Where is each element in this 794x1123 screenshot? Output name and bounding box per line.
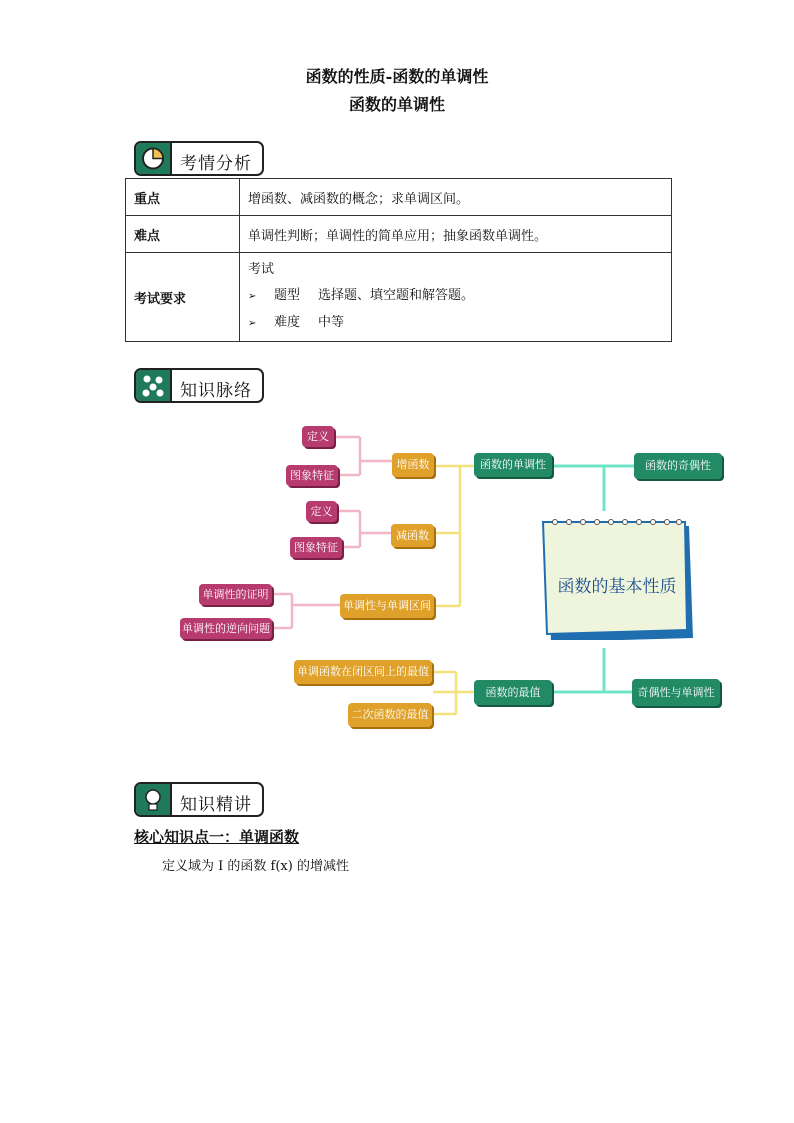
section-title: 考情分析 xyxy=(180,154,252,174)
exam-label: 考试 xyxy=(248,262,275,277)
node-graph-1: 图象特征 xyxy=(286,465,338,486)
node-inverse: 单调性的逆向问题 xyxy=(180,618,272,639)
item-label: 题型 xyxy=(274,288,301,303)
arrow-icon: ➢ xyxy=(248,318,257,329)
node-closed-max: 单调函数在闭区间上的最值 xyxy=(294,660,432,684)
doc-subtitle: 函数的单调性 xyxy=(348,95,445,114)
section-header-explain xyxy=(134,782,264,817)
row-value: 单调性判断；单调性的简单应用；抽象函数单调性。 xyxy=(240,216,672,253)
node-decreasing: 减函数 xyxy=(391,524,434,547)
item-label: 难度 xyxy=(274,315,301,330)
node-proof: 单调性的证明 xyxy=(199,584,272,605)
item-value: 选择题、填空题和解答题。 xyxy=(318,288,475,303)
center-notebook xyxy=(543,522,691,637)
center-label: 函数的基本性质 xyxy=(557,577,677,597)
arrow-icon: ➢ xyxy=(248,291,257,302)
row-key: 难点 xyxy=(126,216,240,253)
row-key: 重点 xyxy=(126,179,240,216)
node-increasing: 增函数 xyxy=(392,453,434,477)
lightbulb-icon xyxy=(136,784,172,815)
node-monotonicity: 函数的单调性 xyxy=(474,453,552,477)
core-text: 定义域为 I 的函数 f(x) 的增减性 xyxy=(162,859,349,874)
node-extreme: 函数的最值 xyxy=(474,680,552,705)
section-title: 知识精讲 xyxy=(180,795,252,815)
node-graph-2: 图象特征 xyxy=(290,537,342,558)
row-value: 增函数、减函数的概念；求单调区间。 xyxy=(240,179,672,216)
doc-title: 函数的性质-函数的单调性 xyxy=(305,67,489,86)
node-quad-max: 二次函数的最值 xyxy=(348,703,432,727)
node-def-2: 定义 xyxy=(306,501,337,522)
section-title: 知识脉络 xyxy=(180,381,252,401)
core-heading: 核心知识点一：单调函数 xyxy=(134,828,300,846)
item-value: 中等 xyxy=(318,315,345,330)
row-key: 考试要求 xyxy=(126,253,240,342)
node-def-1: 定义 xyxy=(302,426,334,447)
node-parity-mono: 奇偶性与单调性 xyxy=(632,679,720,706)
node-interval: 单调性与单调区间 xyxy=(340,594,434,618)
node-parity: 函数的奇偶性 xyxy=(634,453,722,479)
